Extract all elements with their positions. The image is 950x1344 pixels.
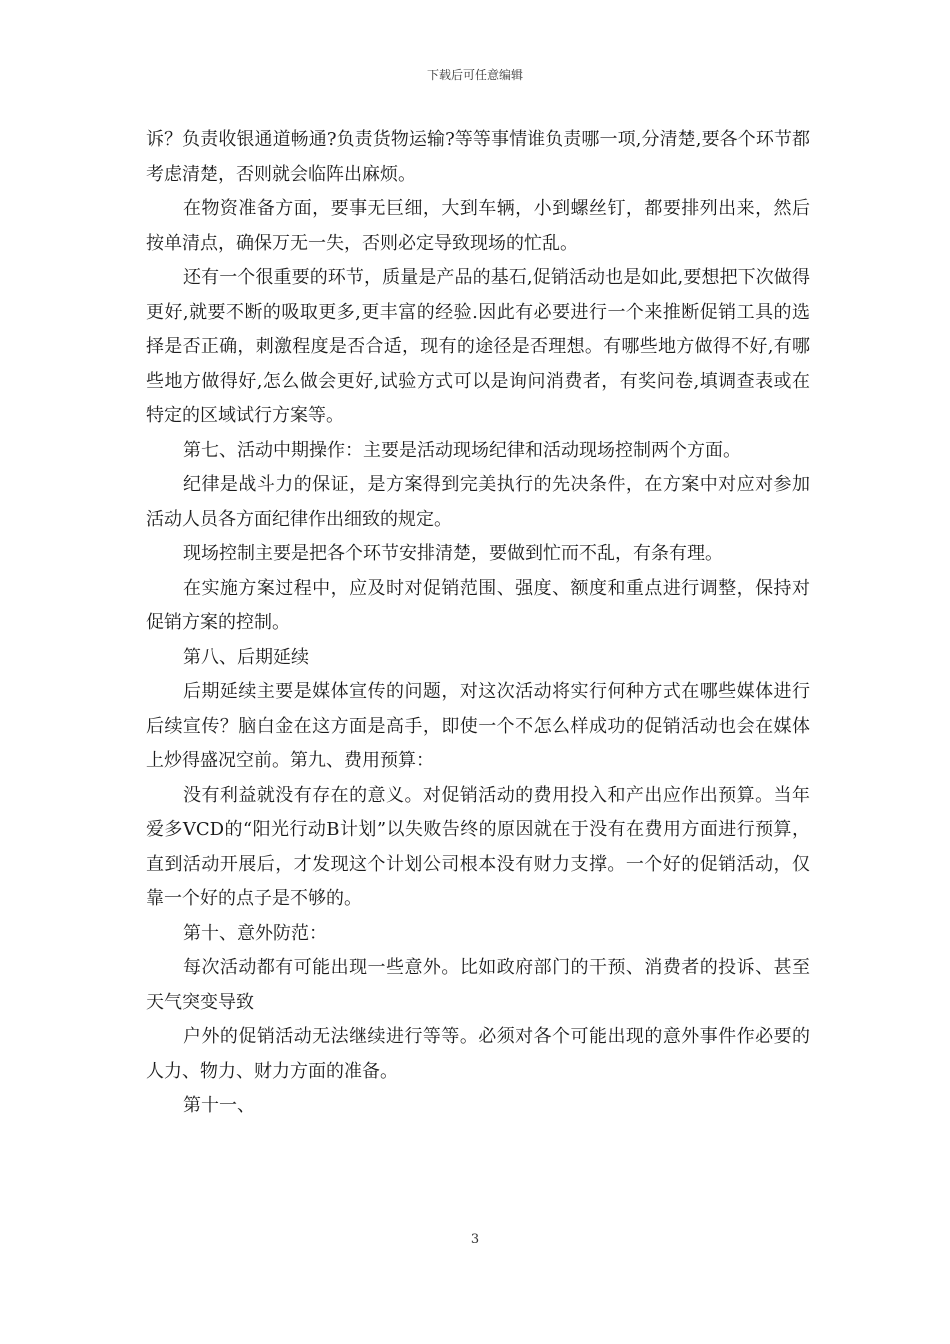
section-heading: 第十、意外防范：	[183, 922, 327, 944]
paragraph: 还有一个很重要的环节，质量是产品的基石,促销活动也是如此,要想把下次做得更好,就要不断的吸取更多,更丰富的经验.因此有必要进行一个来推断促销工具的选择是否正确，刺激程度是否合适，现有的途径是否理想。有哪些地方做得不好,有哪些地方做得好,怎么做会更好,试验方式可以是询问消费者，有奖问卷,填调查表或在特定的区域试行方案等。	[146, 267, 810, 426]
paragraph: 户外的促销活动无法继续进行等等。必须对各个可能出现的意外事件作必要的人力、物力、财力方面的准备。	[146, 1026, 810, 1082]
paragraph: 在实施方案过程中，应及时对促销范围、强度、额度和重点进行调整，保持对促销方案的控制。	[146, 577, 810, 633]
paragraph: 现场控制主要是把各个环节安排清楚，要做到忙而不乱，有条有理。	[183, 543, 723, 564]
paragraph: 每次活动都有可能出现一些意外。比如政府部门的干预、消费者的投诉、甚至天气突变导致	[146, 957, 810, 1013]
section-heading: 第七、活动中期操作：主要是活动现场纪律和活动现场控制两个方面。	[183, 439, 741, 461]
section-heading: 第十一、	[183, 1095, 255, 1116]
paragraph: 后期延续主要是媒体宣传的问题，对这次活动将实行何种方式在哪些媒体进行后续宣传？脑白金在这方面是高手，即使一个不怎么样成功的促销活动也会在媒体上炒得盛况空前。第九、费用预算：	[146, 681, 810, 771]
paragraph: 没有利益就没有存在的意义。对促销活动的费用投入和产出应作出预算。当年爱多VCD的“阳光行动B计划”以失败告终的原因就在于没有在费用方面进行预算，直到活动开展后，才发现这个计划公司根本没有财力支撑。一个好的促销活动，仅靠一个好的点子是不够的。	[146, 784, 810, 909]
paragraph: 纪律是战斗力的保证，是方案得到完美执行的先决条件，在方案中对应对参加活动人员各方面纪律作出细致的规定。	[146, 474, 810, 530]
page-number: 3	[470, 1232, 480, 1247]
section-heading: 第八、后期延续	[183, 646, 309, 668]
paragraph: 在物资准备方面，要事无巨细，大到车辆，小到螺丝钉，都要排列出来，然后按单清点，确保万无一失，否则必定导致现场的忙乱。	[146, 198, 810, 254]
page-header: 下载后可任意编辑	[426, 68, 523, 82]
paragraph: 诉？负责收银通道畅通?负责货物运输?等等事情谁负责哪一项,分清楚,要各个环节都考虑清楚，否则就会临阵出麻烦。	[146, 129, 810, 185]
document-body	[146, 123, 810, 1124]
